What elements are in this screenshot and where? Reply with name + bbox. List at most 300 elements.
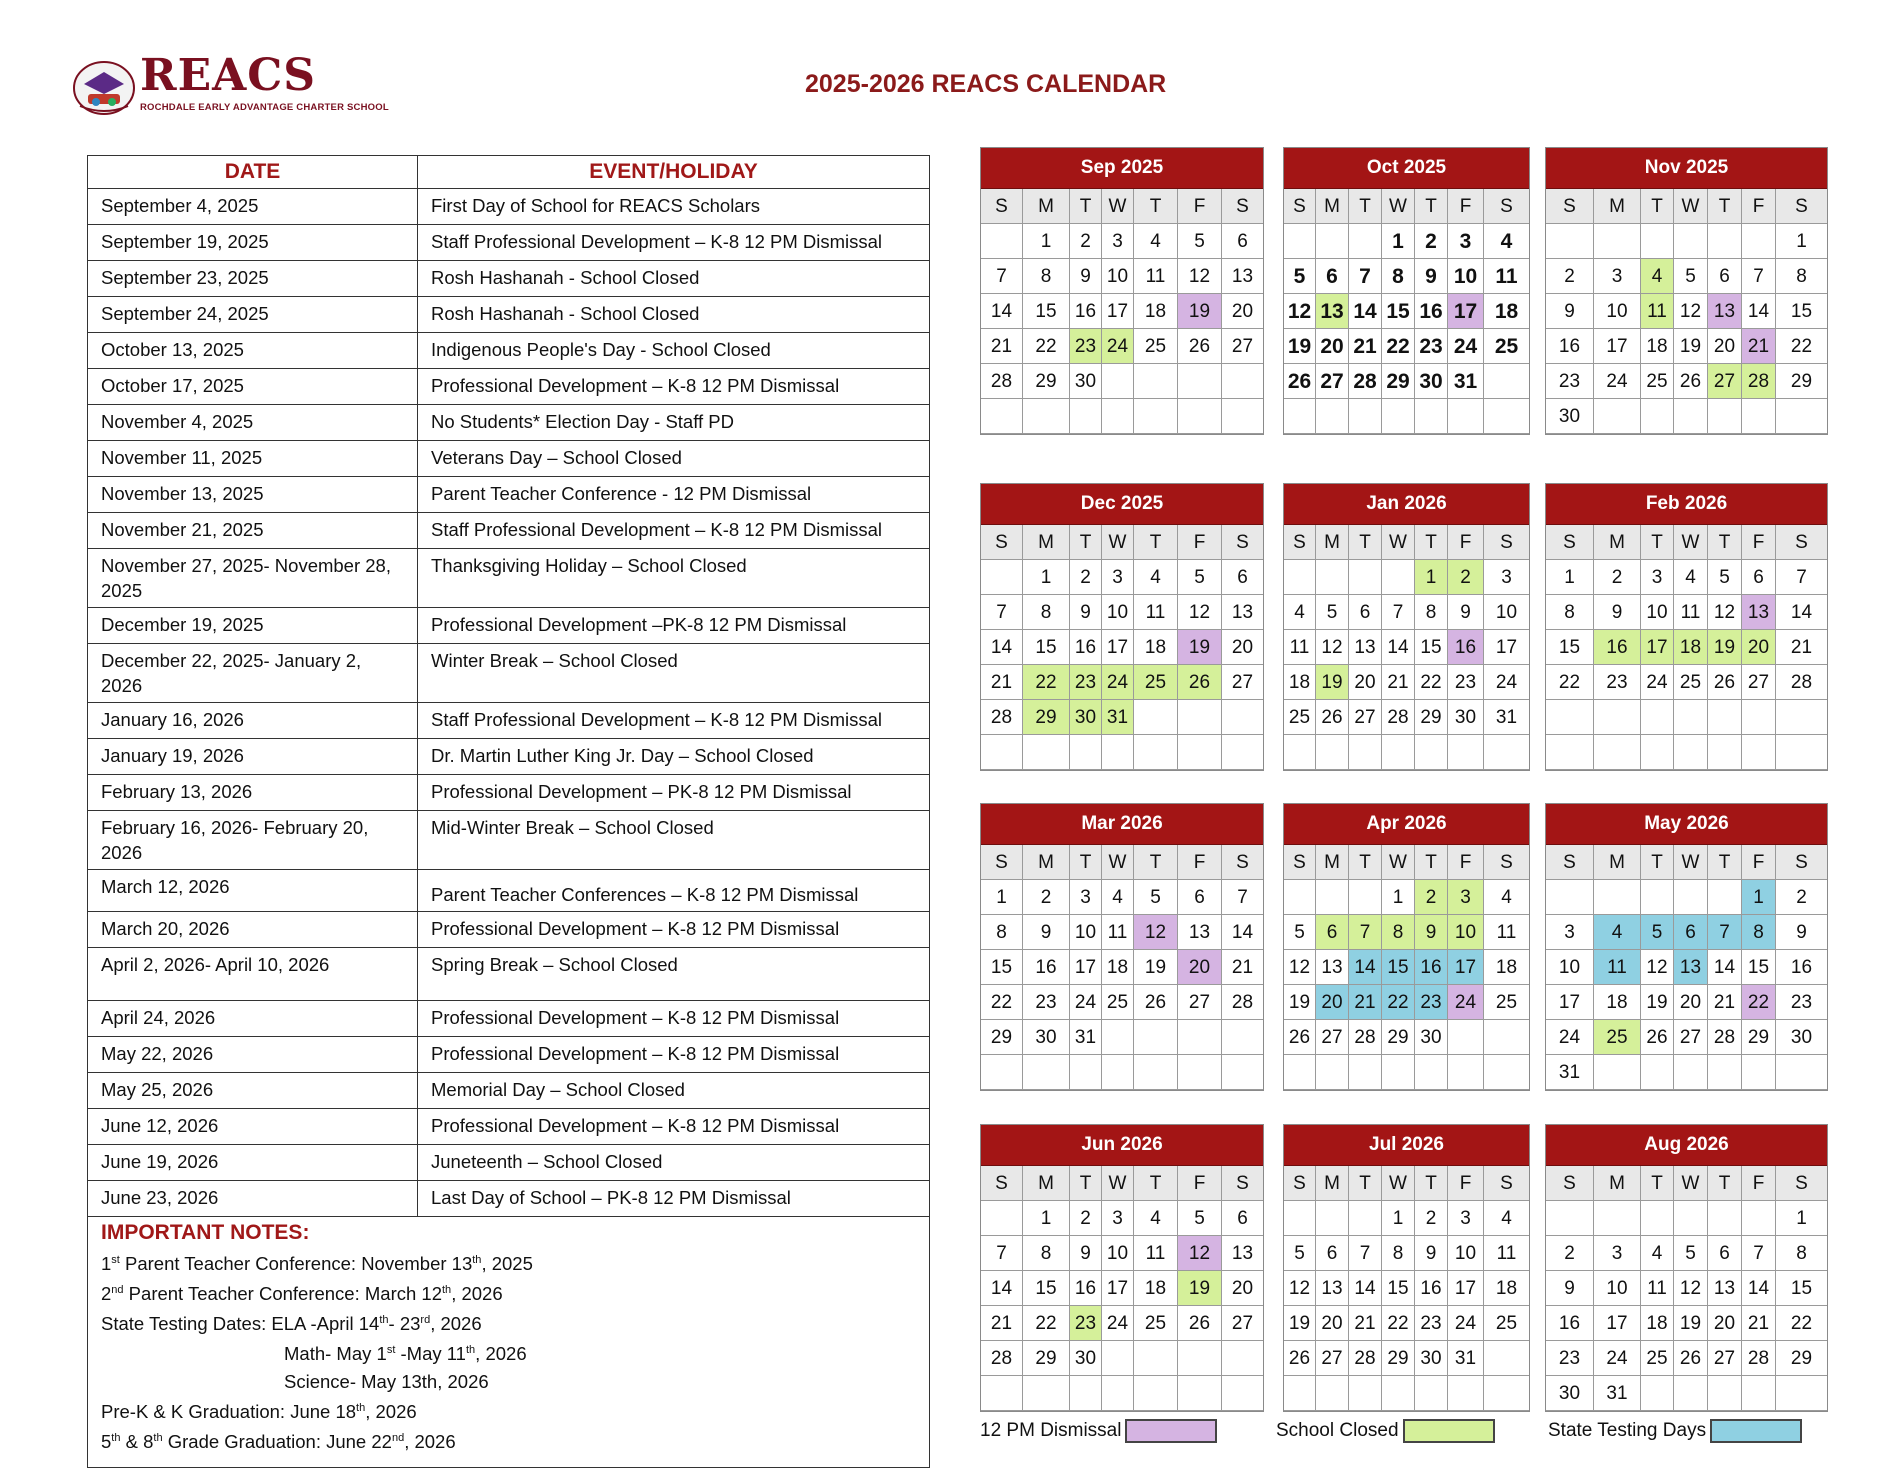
event-description: Staff Professional Development – K-8 12 PM Dismissal <box>431 519 883 540</box>
calendar-empty-cell <box>1382 1376 1415 1411</box>
calendar-day: 2 <box>1023 880 1070 915</box>
event-description: Professional Development – K-8 12 PM Dismissal <box>431 1007 840 1028</box>
calendar-day: 22 <box>1382 985 1415 1020</box>
calendar-day: 26 <box>1284 1341 1316 1376</box>
calendar-day: 13 <box>1222 259 1263 294</box>
calendar-day: 23 <box>1415 985 1448 1020</box>
calendar-day: 21 <box>1742 329 1776 364</box>
calendar-day: 8 <box>981 915 1023 950</box>
calendar-day: 29 <box>981 1020 1023 1055</box>
calendar-day: 26 <box>1674 364 1708 399</box>
calendar-day: 9 <box>1415 915 1448 950</box>
calendar-empty-cell <box>981 735 1023 770</box>
calendar-day: 11 <box>1134 259 1178 294</box>
weekday-header: T <box>1708 1166 1742 1201</box>
calendar-day: 14 <box>981 294 1023 329</box>
calendar-day: 29 <box>1023 364 1070 399</box>
note-science-testing: Science- May 13th, 2026 <box>284 1370 489 1392</box>
calendar-day: 18 <box>1484 950 1529 985</box>
calendar-day: 28 <box>1349 364 1382 399</box>
calendar-day: 30 <box>1070 364 1102 399</box>
calendar-day: 6 <box>1178 880 1222 915</box>
calendar-empty-cell <box>1742 1376 1776 1411</box>
calendar-day: 7 <box>1708 915 1742 950</box>
calendar-day: 24 <box>1641 665 1674 700</box>
weekday-header: S <box>1222 525 1263 560</box>
calendar-day: 19 <box>1708 630 1742 665</box>
event-description: Mid-Winter Break – School Closed <box>431 817 714 838</box>
calendar-day: 21 <box>1382 665 1415 700</box>
calendar-day: 8 <box>1023 595 1070 630</box>
weekday-header: F <box>1448 525 1484 560</box>
weekday-header: W <box>1382 1166 1415 1201</box>
table-row <box>88 189 929 225</box>
event-description: Veterans Day – School Closed <box>431 447 682 468</box>
calendar-day: 13 <box>1178 915 1222 950</box>
calendar-day: 27 <box>1742 665 1776 700</box>
calendar-day: 5 <box>1708 560 1742 595</box>
calendar-empty-cell <box>1641 1376 1674 1411</box>
calendar-day: 8 <box>1382 1236 1415 1271</box>
calendar-day: 22 <box>1382 329 1415 364</box>
calendar-day: 16 <box>1546 329 1594 364</box>
calendar-empty-cell <box>1641 1201 1674 1236</box>
calendar-day: 26 <box>1708 665 1742 700</box>
calendar-day: 29 <box>1023 700 1070 735</box>
calendar-day: 20 <box>1742 630 1776 665</box>
calendar-empty-cell <box>1316 880 1349 915</box>
calendar-empty-cell <box>981 1055 1023 1090</box>
calendar-day: 19 <box>1316 665 1349 700</box>
event-date: December 22, 2025- January 2, 2026 <box>88 644 418 702</box>
calendar-day: 4 <box>1484 880 1529 915</box>
table-row <box>88 441 929 477</box>
weekday-header: F <box>1448 189 1484 224</box>
calendar-day: 6 <box>1316 1236 1349 1271</box>
calendar-day: 21 <box>1349 329 1382 364</box>
calendar-day: 2 <box>1415 224 1448 259</box>
event-date: November 27, 2025- November 28, 2025 <box>88 549 418 607</box>
calendar-day: 21 <box>1742 1306 1776 1341</box>
calendar-day: 28 <box>981 1341 1023 1376</box>
calendar-day: 11 <box>1641 294 1674 329</box>
calendar-day: 15 <box>1546 630 1594 665</box>
calendar-day: 2 <box>1448 560 1484 595</box>
calendar-day: 15 <box>1023 294 1070 329</box>
calendar-day: 22 <box>1415 665 1448 700</box>
calendar-day: 27 <box>1349 700 1382 735</box>
calendar-empty-cell <box>1178 1020 1222 1055</box>
calendar-empty-cell <box>1448 1376 1484 1411</box>
calendar-day: 18 <box>1134 1271 1178 1306</box>
calendar-empty-cell <box>1776 700 1827 735</box>
calendar-day: 2 <box>1415 1201 1448 1236</box>
calendar-day: 16 <box>1776 950 1827 985</box>
calendar-empty-cell <box>1284 224 1316 259</box>
calendar-empty-cell <box>1102 1020 1134 1055</box>
event-date: June 19, 2026 <box>88 1145 418 1180</box>
calendar-day: 22 <box>981 985 1023 1020</box>
calendar-day: 12 <box>1674 1271 1708 1306</box>
calendar-empty-cell <box>1674 735 1708 770</box>
calendar-empty-cell <box>1708 1055 1742 1090</box>
calendar-day: 20 <box>1316 985 1349 1020</box>
calendar-day: 1 <box>981 880 1023 915</box>
calendar-day: 27 <box>1674 1020 1708 1055</box>
calendar-empty-cell <box>1641 399 1674 434</box>
calendar-day: 11 <box>1484 915 1529 950</box>
weekday-header: T <box>1070 845 1102 880</box>
calendar-day: 17 <box>1448 950 1484 985</box>
event-description: Professional Development – K-8 12 PM Dismissal <box>431 918 840 939</box>
weekday-header: W <box>1102 525 1134 560</box>
calendar-day: 7 <box>981 1236 1023 1271</box>
legend-testing <box>1548 1419 1802 1443</box>
calendar-empty-cell <box>1349 1201 1382 1236</box>
calendar-day: 11 <box>1134 1236 1178 1271</box>
calendar-day: 14 <box>1349 950 1382 985</box>
event-description: First Day of School for REACS Scholars <box>431 195 760 216</box>
weekday-header: S <box>981 189 1023 224</box>
calendar-empty-cell <box>1222 735 1263 770</box>
weekday-header: S <box>1484 1166 1529 1201</box>
calendar-day: 9 <box>1070 595 1102 630</box>
month-calendar <box>1283 483 1530 771</box>
weekday-header: W <box>1102 189 1134 224</box>
calendar-day: 17 <box>1448 1271 1484 1306</box>
legend-closed-swatch <box>1403 1419 1495 1443</box>
weekday-header: S <box>1222 1166 1263 1201</box>
calendar-day: 18 <box>1102 950 1134 985</box>
calendar-day: 14 <box>1349 1271 1382 1306</box>
weekday-header: T <box>1349 189 1382 224</box>
calendar-day: 18 <box>1641 329 1674 364</box>
calendar-day: 9 <box>1070 1236 1102 1271</box>
calendar-day: 11 <box>1484 1236 1529 1271</box>
weekday-header: W <box>1382 525 1415 560</box>
weekday-header: T <box>1415 845 1448 880</box>
calendar-day: 16 <box>1070 630 1102 665</box>
school-seal-icon <box>70 58 138 116</box>
table-row <box>88 369 929 405</box>
calendar-day: 14 <box>1349 294 1382 329</box>
calendar-empty-cell <box>1546 700 1594 735</box>
table-row <box>88 608 929 644</box>
calendar-day: 3 <box>1102 224 1134 259</box>
event-description: Staff Professional Development – K-8 12 PM Dismissal <box>431 709 883 730</box>
calendar-empty-cell <box>1178 1055 1222 1090</box>
month-calendar <box>1545 803 1828 1091</box>
calendar-day: 29 <box>1382 1341 1415 1376</box>
weekday-header: T <box>1415 189 1448 224</box>
calendar-day: 27 <box>1708 364 1742 399</box>
calendar-day: 8 <box>1546 595 1594 630</box>
event-description: Professional Development –PK-8 12 PM Dismissal <box>431 614 847 635</box>
calendar-day: 6 <box>1222 224 1263 259</box>
calendar-day: 13 <box>1316 950 1349 985</box>
calendar-day: 28 <box>981 364 1023 399</box>
calendar-day: 10 <box>1448 1236 1484 1271</box>
calendar-empty-cell <box>1134 735 1178 770</box>
calendar-day: 10 <box>1594 294 1641 329</box>
calendar-day: 13 <box>1708 1271 1742 1306</box>
calendar-day: 29 <box>1742 1020 1776 1055</box>
school-logo <box>70 52 390 124</box>
month-calendar <box>1283 1124 1530 1412</box>
calendar-day: 23 <box>1546 364 1594 399</box>
calendar-day: 16 <box>1415 294 1448 329</box>
calendar-day: 12 <box>1134 915 1178 950</box>
calendar-day: 28 <box>1776 665 1827 700</box>
calendar-empty-cell <box>1284 1201 1316 1236</box>
calendar-empty-cell <box>1178 1341 1222 1376</box>
weekday-header: S <box>981 525 1023 560</box>
legend-testing-swatch <box>1710 1419 1802 1443</box>
calendar-day: 12 <box>1708 595 1742 630</box>
calendar-day: 4 <box>1134 224 1178 259</box>
calendar-day: 14 <box>981 630 1023 665</box>
calendar-day: 7 <box>1222 880 1263 915</box>
calendar-day: 21 <box>981 329 1023 364</box>
calendar-day: 23 <box>1546 1341 1594 1376</box>
calendar-empty-cell <box>1776 1376 1827 1411</box>
legend-testing-label: State Testing Days <box>1548 1420 1707 1441</box>
calendar-day: 29 <box>1023 1341 1070 1376</box>
table-row <box>88 1073 929 1109</box>
calendar-day: 5 <box>1284 915 1316 950</box>
table-row <box>88 513 929 549</box>
calendar-empty-cell <box>1448 735 1484 770</box>
calendar-day: 23 <box>1070 665 1102 700</box>
calendar-day: 26 <box>1284 1020 1316 1055</box>
calendar-empty-cell <box>1023 399 1070 434</box>
calendar-empty-cell <box>1742 224 1776 259</box>
weekday-header: W <box>1674 525 1708 560</box>
calendar-empty-cell <box>1742 1055 1776 1090</box>
calendar-empty-cell <box>1708 735 1742 770</box>
weekday-header: M <box>1316 845 1349 880</box>
calendar-day: 5 <box>1134 880 1178 915</box>
calendar-empty-cell <box>1316 1055 1349 1090</box>
calendar-day: 23 <box>1023 985 1070 1020</box>
calendar-day: 18 <box>1484 1271 1529 1306</box>
month-calendar <box>980 1124 1264 1412</box>
calendar-day: 10 <box>1448 259 1484 294</box>
calendar-day: 6 <box>1316 259 1349 294</box>
calendar-day: 1 <box>1742 880 1776 915</box>
calendar-empty-cell <box>1546 1201 1594 1236</box>
calendar-empty-cell <box>1023 1376 1070 1411</box>
event-date: September 24, 2025 <box>88 297 418 332</box>
calendar-empty-cell <box>1134 1055 1178 1090</box>
calendar-day: 25 <box>1284 700 1316 735</box>
calendar-empty-cell <box>1349 399 1382 434</box>
calendar-empty-cell <box>1349 735 1382 770</box>
calendar-day: 6 <box>1708 259 1742 294</box>
month-calendar <box>1283 147 1530 435</box>
calendar-day: 31 <box>1448 1341 1484 1376</box>
event-date: September 4, 2025 <box>88 189 418 224</box>
calendar-day: 21 <box>1349 985 1382 1020</box>
weekday-header: M <box>1023 845 1070 880</box>
event-description: Spring Break – School Closed <box>431 954 678 975</box>
calendar-day: 2 <box>1776 880 1827 915</box>
calendar-day: 10 <box>1102 259 1134 294</box>
column-header-event: EVENT/HOLIDAY <box>589 160 758 183</box>
calendar-day: 28 <box>981 700 1023 735</box>
weekday-header: T <box>1134 1166 1178 1201</box>
calendar-empty-cell <box>1546 735 1594 770</box>
calendar-day: 3 <box>1070 880 1102 915</box>
calendar-day: 18 <box>1134 294 1178 329</box>
calendar-day: 26 <box>1134 985 1178 1020</box>
weekday-header: F <box>1448 845 1484 880</box>
weekday-header: T <box>1070 189 1102 224</box>
calendar-day: 24 <box>1594 364 1641 399</box>
event-date: November 11, 2025 <box>88 441 418 476</box>
legend-closed <box>1276 1419 1495 1443</box>
calendar-empty-cell <box>1349 224 1382 259</box>
events-table <box>87 155 930 1468</box>
weekday-header: S <box>1284 525 1316 560</box>
calendar-day: 3 <box>1641 560 1674 595</box>
calendar-day: 9 <box>1594 595 1641 630</box>
calendar-day: 25 <box>1641 1341 1674 1376</box>
calendar-day: 28 <box>1222 985 1263 1020</box>
calendar-day: 5 <box>1284 1236 1316 1271</box>
calendar-day: 5 <box>1674 259 1708 294</box>
weekday-header: T <box>1641 845 1674 880</box>
calendar-empty-cell <box>1546 880 1594 915</box>
calendar-empty-cell <box>1382 399 1415 434</box>
event-date: February 16, 2026- February 20, 2026 <box>88 811 418 869</box>
event-date: January 19, 2026 <box>88 739 418 774</box>
calendar-day: 18 <box>1641 1306 1674 1341</box>
weekday-header: M <box>1316 525 1349 560</box>
weekday-header: S <box>1284 845 1316 880</box>
calendar-empty-cell <box>1349 560 1382 595</box>
calendar-empty-cell <box>1484 1055 1529 1090</box>
calendar-day: 20 <box>1178 950 1222 985</box>
weekday-header: T <box>1415 525 1448 560</box>
calendar-day: 1 <box>1382 880 1415 915</box>
important-notes <box>88 1217 929 1467</box>
calendar-day: 11 <box>1594 950 1641 985</box>
calendar-day: 20 <box>1222 294 1263 329</box>
calendar-day: 24 <box>1102 1306 1134 1341</box>
calendar-day: 30 <box>1415 364 1448 399</box>
month-title: Oct 2025 <box>1284 148 1529 189</box>
calendar-day: 7 <box>1742 1236 1776 1271</box>
calendar-day: 7 <box>1349 259 1382 294</box>
event-description: Professional Development – K-8 12 PM Dismissal <box>431 1043 840 1064</box>
calendar-day: 6 <box>1222 1201 1263 1236</box>
calendar-day: 24 <box>1102 329 1134 364</box>
legend-dismissal <box>980 1419 1217 1443</box>
calendar-day: 20 <box>1222 630 1263 665</box>
calendar-day: 22 <box>1546 665 1594 700</box>
calendar-day: 20 <box>1316 1306 1349 1341</box>
table-row <box>88 1181 929 1217</box>
calendar-empty-cell <box>1742 1201 1776 1236</box>
weekday-header: T <box>1641 525 1674 560</box>
calendar-day: 9 <box>1415 259 1448 294</box>
calendar-day: 5 <box>1284 259 1316 294</box>
calendar-empty-cell <box>1284 1376 1316 1411</box>
calendar-day: 26 <box>1284 364 1316 399</box>
calendar-day: 8 <box>1382 915 1415 950</box>
calendar-day: 24 <box>1102 665 1134 700</box>
calendar-day: 4 <box>1484 1201 1529 1236</box>
calendar-day: 31 <box>1484 700 1529 735</box>
month-title: Apr 2026 <box>1284 804 1529 845</box>
calendar-day: 15 <box>1382 294 1415 329</box>
month-calendar <box>980 147 1264 435</box>
weekday-header: S <box>1484 525 1529 560</box>
calendar-day: 1 <box>1415 560 1448 595</box>
calendar-day: 28 <box>1349 1020 1382 1055</box>
calendar-day: 10 <box>1102 595 1134 630</box>
weekday-header: M <box>1316 1166 1349 1201</box>
table-row <box>88 1001 929 1037</box>
calendar-day: 4 <box>1284 595 1316 630</box>
calendar-day: 24 <box>1448 985 1484 1020</box>
table-row <box>88 261 929 297</box>
calendar-day: 15 <box>1415 630 1448 665</box>
calendar-empty-cell <box>1134 399 1178 434</box>
weekday-header: W <box>1102 845 1134 880</box>
event-date: April 24, 2026 <box>88 1001 418 1036</box>
calendar-day: 16 <box>1415 950 1448 985</box>
calendar-day: 9 <box>1415 1236 1448 1271</box>
calendar-empty-cell <box>1102 1341 1134 1376</box>
calendar-day: 26 <box>1641 1020 1674 1055</box>
calendar-day: 17 <box>1070 950 1102 985</box>
calendar-empty-cell <box>1023 1055 1070 1090</box>
table-row <box>88 333 929 369</box>
calendar-day: 27 <box>1222 1306 1263 1341</box>
calendar-day: 13 <box>1316 294 1349 329</box>
event-description: Indigenous People's Day - School Closed <box>431 339 771 360</box>
calendar-empty-cell <box>1484 1376 1529 1411</box>
calendar-day: 7 <box>1776 560 1827 595</box>
calendar-empty-cell <box>1641 224 1674 259</box>
calendar-day: 25 <box>1484 985 1529 1020</box>
weekday-header: T <box>1708 189 1742 224</box>
calendar-day: 24 <box>1448 1306 1484 1341</box>
calendar-empty-cell <box>1382 1055 1415 1090</box>
calendar-day: 1 <box>1023 1201 1070 1236</box>
table-row <box>88 870 929 912</box>
event-description: No Students* Election Day - Staff PD <box>431 411 735 432</box>
calendar-empty-cell <box>1070 735 1102 770</box>
month-calendar <box>1545 483 1828 771</box>
calendar-empty-cell <box>1415 1376 1448 1411</box>
calendar-empty-cell <box>1382 735 1415 770</box>
calendar-day: 6 <box>1708 1236 1742 1271</box>
month-calendar <box>980 483 1264 771</box>
calendar-day: 10 <box>1641 595 1674 630</box>
calendar-day: 26 <box>1178 665 1222 700</box>
calendar-day: 25 <box>1674 665 1708 700</box>
calendar-day: 11 <box>1641 1271 1674 1306</box>
weekday-header: M <box>1594 845 1641 880</box>
calendar-day: 28 <box>1382 700 1415 735</box>
calendar-day: 9 <box>1546 294 1594 329</box>
calendar-day: 31 <box>1070 1020 1102 1055</box>
weekday-header: T <box>1134 525 1178 560</box>
calendar-empty-cell <box>1102 1376 1134 1411</box>
